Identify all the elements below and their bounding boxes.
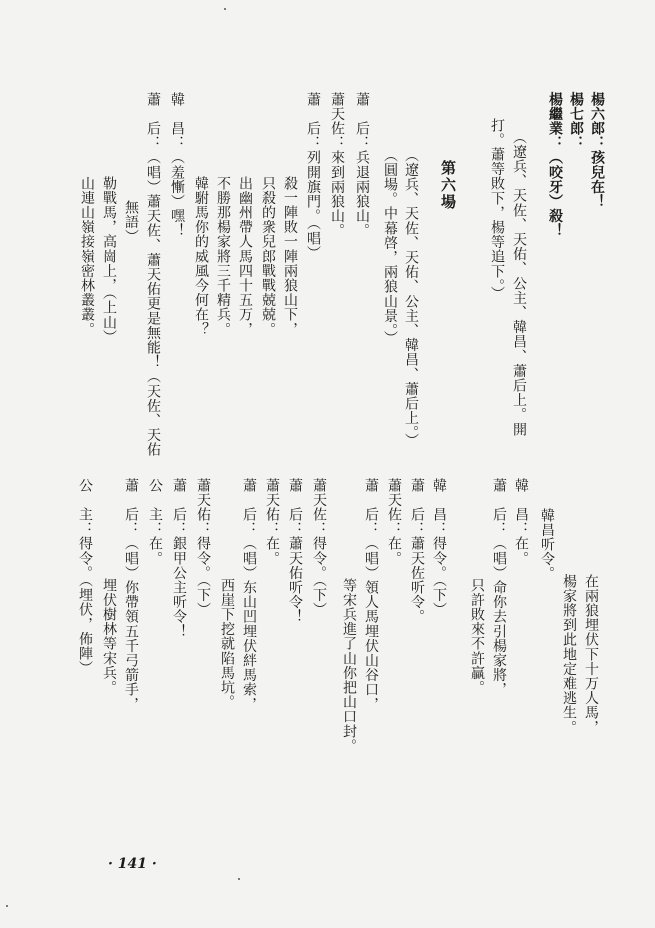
- dialogue-line: 公 主：得令。（埋伏，佈陣）: [77, 478, 93, 676]
- verse-line: 等宋兵進了山你把山口封。: [341, 578, 357, 754]
- paper-speck: [238, 878, 240, 880]
- stage-direction: （遼兵、天佐、天佑、公主、韓昌、蕭后上。）: [403, 148, 419, 448]
- verse-line: 不勝那楊家將三千精兵。: [215, 176, 231, 337]
- line-yang-qilang: 楊七郎：: [568, 92, 584, 151]
- dialogue-line: 韓 昌：得令。（下）: [431, 478, 447, 617]
- verse-line: 只殺的衆兒郎戰戰兢兢。: [260, 176, 276, 337]
- dialogue-line: 韓 昌：（羞慚）嘿！: [169, 92, 185, 238]
- dialogue-line: 蕭 后：蕭天佐听令。: [409, 478, 425, 624]
- scene-heading: 第六場: [439, 160, 457, 211]
- stage-direction: （圓場。中幕啓，兩狼山景。）: [382, 148, 398, 346]
- stage-direction: 打。蕭等敗下，楊等追下。）: [489, 118, 505, 301]
- dialogue-line: 蕭天佑：得令。（下）: [195, 478, 211, 617]
- dialogue-line: 蕭天佐：來到兩狼山。: [329, 92, 345, 238]
- page-number: · 141 ·: [108, 856, 157, 872]
- dialogue-line: 蕭天佑：在。: [264, 478, 280, 566]
- verse-line: 在兩狼埋伏下十万人馬，: [583, 574, 599, 735]
- paper-speck: [6, 905, 8, 907]
- verse-line: 出幽州帶人馬四十五万，: [237, 176, 253, 337]
- verse-line: 埋伏樹林等宋兵。: [101, 578, 117, 695]
- dialogue-line: 蕭 后：列開旗門。（唱）: [305, 92, 321, 261]
- dialogue-line: 蕭 后：（唱）蕭天佐、蕭天佑更是無能！（天佐、天佑: [145, 92, 161, 457]
- dialogue-line: 蕭天佐：在。: [386, 478, 402, 566]
- verse-line: 楊家將到此地定难逃生。: [561, 574, 577, 735]
- dialogue-line: 韓昌听令。: [539, 508, 555, 581]
- dialogue-line: 蕭 后：（唱）命你去引楊家將，: [491, 478, 507, 697]
- dialogue-line: 蕭 后：銀甲公主听令！: [171, 478, 187, 639]
- dialogue-line: 蕭 后：蕭天佑听令！: [287, 478, 303, 624]
- verse-line: 西崖下挖就陷馬坑。: [219, 578, 235, 710]
- dialogue-line: 蕭 后：（唱）你帶領五千弓箭手，: [123, 478, 139, 712]
- dialogue-line: 蕭 后：（唱）領人馬埋伏山谷口，: [363, 478, 379, 712]
- paper-speck: [224, 8, 226, 10]
- stage-direction: 無語）: [123, 200, 139, 244]
- verse-line: 只許敗來不許贏。: [469, 578, 485, 695]
- dialogue-line: 韓 昌：在。: [513, 478, 529, 566]
- verse-line: 韓駙馬你的威風今何在？: [193, 176, 209, 337]
- verse-line: 勒戰馬，高崗上，（上山）: [101, 176, 117, 345]
- line-yang-jiye: 楊繼業：（咬牙）殺！: [547, 92, 563, 238]
- verse-line: 殺一陣敗一陣兩狼山下，: [282, 176, 298, 337]
- stage-direction: （遼兵、天佐、天佑、公主、韓昌、蕭后上。開: [511, 130, 527, 437]
- dialogue-line: 蕭天佐：得令。（下）: [311, 478, 327, 617]
- line-yang-liulang: 楊六郎：孩兒在！: [589, 92, 605, 209]
- dialogue-line: 公 主：在。: [147, 478, 163, 566]
- verse-line: 山連山嶺接嶺密林叢叢。: [79, 176, 95, 337]
- dialogue-line: 蕭 后：兵退兩狼山。: [354, 92, 370, 238]
- dialogue-line: 蕭 后：（唱）东山凹埋伏絆馬索，: [241, 478, 257, 712]
